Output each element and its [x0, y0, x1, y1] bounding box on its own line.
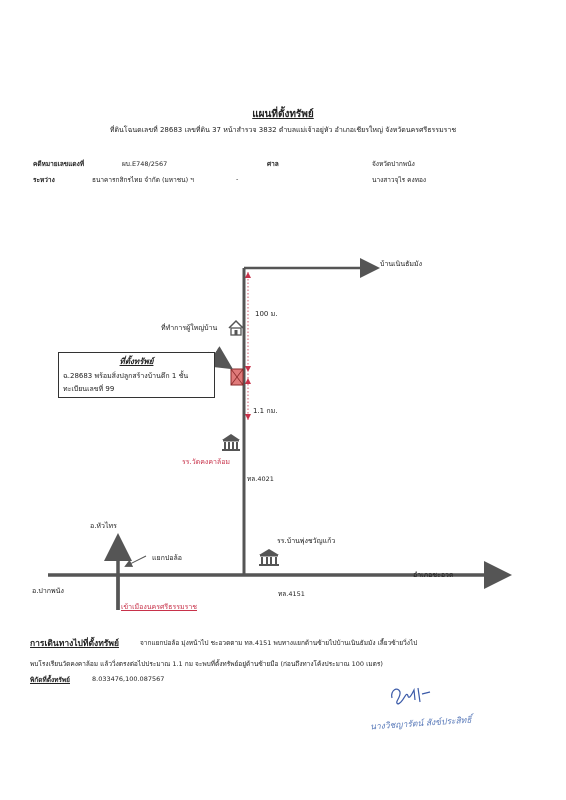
distance-marker-bottom: [245, 414, 251, 420]
case-label: คดีหมายเลขแดงที่: [33, 160, 85, 168]
label-school-right: รร.บ้านพุ่งชวัญแก้ว: [277, 537, 336, 545]
distance-marker-mid-bottom: [245, 378, 251, 384]
signature-name: นางวิชญารัตน์ สังข์ประสิทธิ์: [369, 715, 472, 733]
directions-line1: จากแยกปอล้อ มุ่งหน้าไป ชะอวดตาม ทล.4151 พบทางแยกด้านซ้ายไปบ้านเนินธัมมัง เลี้ยวซ้ายวิ่งไป: [140, 639, 418, 647]
label-school-wat: รร.วัดคงคาล้อม: [182, 458, 231, 466]
label-road-4021: ทล.4021: [247, 475, 274, 483]
court-label: ศาล: [267, 160, 279, 168]
label-district-right: อำเภอชะอวด: [413, 571, 454, 579]
label-distance-100m: 100 ม.: [255, 310, 278, 318]
property-box-line1: ฉ.28683 พร้อมสิ่งปลูกสร้างบ้านตึก 1 ชั้น: [63, 372, 189, 380]
case-number: ผบ.E748/2567: [122, 160, 168, 168]
label-ban-noen-thammang: บ้านเนินธัมมัง: [380, 260, 423, 268]
distance-marker-mid-top: [245, 366, 251, 372]
coords-value: 8.033476,100.087567: [92, 675, 165, 683]
document-subtitle: ที่ดินโฉนดเลขที่ 28683 เลขที่ดิน 37 หน้าสำรวจ 3832 ตำบลแม่เจ้าอยู่หัว อำเภอเชียรใหญ่ จังหวัดนครศรีธรรมราช: [109, 126, 457, 134]
label-distance-1-1km: 1.1 กม.: [253, 407, 278, 415]
handwritten-signature: [388, 680, 438, 710]
junction-pointer-arrow: [126, 556, 146, 566]
property-info-box: [58, 352, 215, 398]
between-dash: -: [236, 175, 239, 183]
label-city-bottom: เข้าเมืองนครศรีธรรมราช: [121, 603, 198, 611]
defendant-name: นางสาวจุไร คงทอง: [372, 176, 427, 184]
property-box-line2: ทะเบียนเลขที่ 99: [63, 385, 115, 393]
distance-marker-top: [245, 272, 251, 278]
label-junction: แยกปอล้อ: [152, 554, 182, 562]
between-label: ระหว่าง: [33, 176, 55, 184]
school-icon-wat: [222, 434, 240, 451]
school-icon-right: [259, 549, 279, 566]
label-village-head-office: ที่ทำการผู้ใหญ่บ้าน: [161, 324, 218, 332]
label-district-north: อ.หัวไทร: [90, 522, 117, 530]
document-title: แผนที่ตั้งทรัพย์: [252, 109, 314, 120]
directions-heading: การเดินทางไปที่ตั้งทรัพย์: [30, 639, 119, 649]
label-district-left: อ.ปากพนัง: [32, 587, 64, 595]
plaintiff-name: ธนาคารกสิกรไทย จำกัด (มหาชน) ฯ: [92, 176, 194, 184]
label-road-4151: ทล.4151: [278, 590, 305, 598]
coords-label: พิกัดที่ตั้งทรัพย์: [30, 676, 70, 684]
property-box-heading: ที่ตั้งทรัพย์: [119, 357, 154, 366]
court-name: จังหวัดปากพนัง: [372, 160, 415, 168]
house-icon: [229, 321, 243, 335]
directions-line2: พบโรงเรียนวัดคงคาล้อม แล้ววิ่งตรงต่อไปประมาณ 1.1 กม จะพบที่ตั้งทรัพย์อยู่ด้านซ้ายมือ (ก่อนถึงทางโค้งประมาณ 100 เมตร): [30, 660, 383, 668]
